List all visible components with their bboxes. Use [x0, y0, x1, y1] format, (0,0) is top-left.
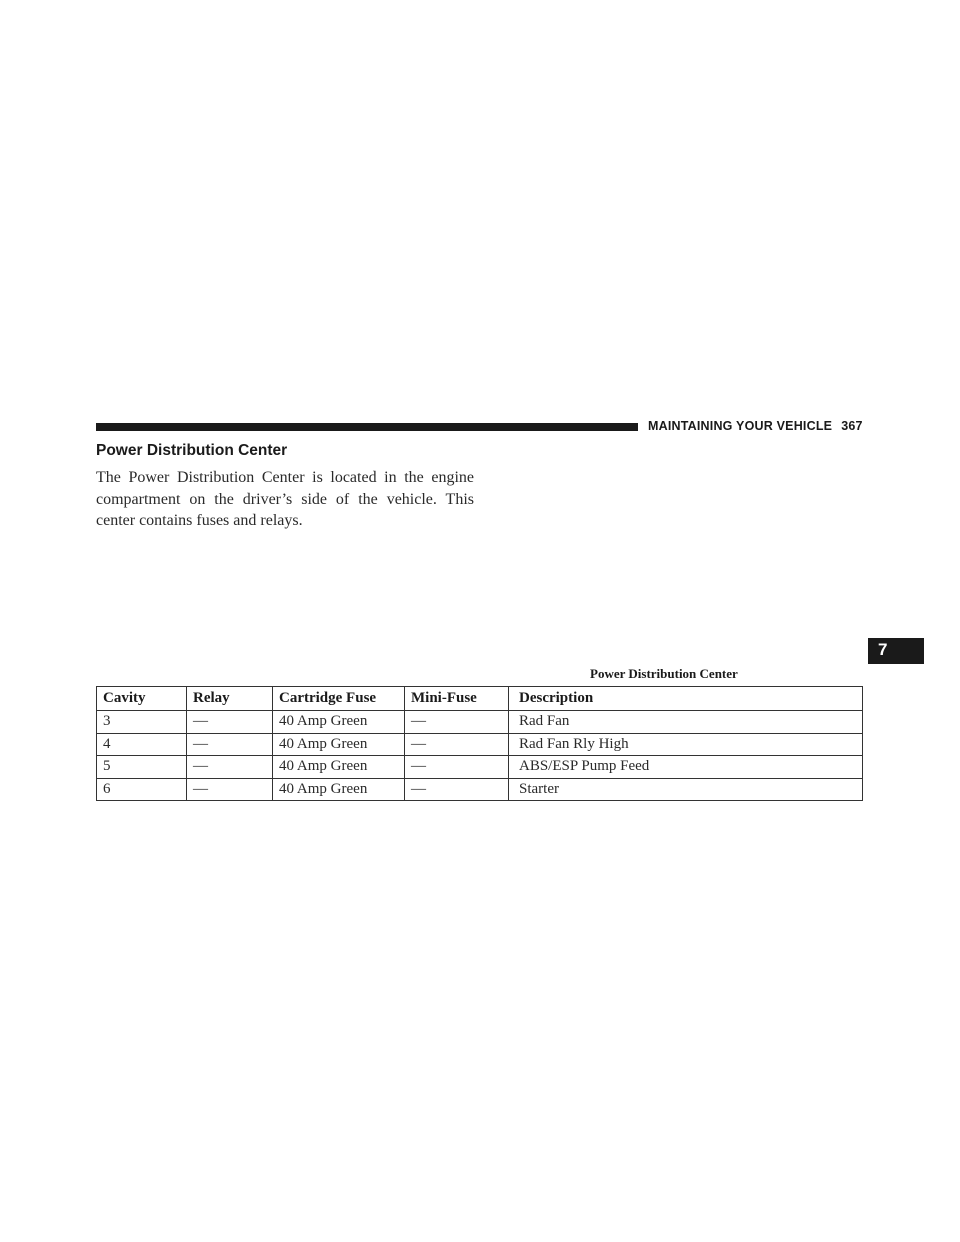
cell-description: Rad Fan Rly High [509, 733, 863, 756]
chapter-number: 7 [878, 640, 888, 659]
table-row [97, 756, 863, 779]
header-rule [96, 423, 638, 431]
cell-mini-fuse: — [405, 756, 509, 779]
table-row [97, 733, 863, 756]
cell-cavity: 4 [97, 733, 187, 756]
cell-description: ABS/ESP Pump Feed [509, 756, 863, 779]
running-header [648, 419, 863, 433]
column-header-cartridge-fuse: Cartridge Fuse [273, 687, 405, 711]
header-section-label: MAINTAINING YOUR VEHICLE [648, 419, 833, 433]
cell-relay: — [187, 756, 273, 779]
chapter-tab [868, 638, 924, 664]
table-header-row [97, 687, 863, 711]
section-title: Power Distribution Center [96, 442, 288, 459]
cell-cavity: 6 [97, 778, 187, 801]
cell-relay: — [187, 711, 273, 734]
cell-cartridge-fuse: 40 Amp Green [273, 756, 405, 779]
column-header-cavity: Cavity [97, 687, 187, 711]
section-paragraph: The Power Distribution Center is located in the engine compartment on the driver’s side of the vehicle. This center contains fuses and relays. [96, 469, 474, 529]
fuse-table [96, 686, 863, 801]
cell-mini-fuse: — [405, 733, 509, 756]
table-row [97, 711, 863, 734]
cell-mini-fuse: — [405, 711, 509, 734]
cell-relay: — [187, 733, 273, 756]
table-row [97, 778, 863, 801]
cell-cartridge-fuse: 40 Amp Green [273, 733, 405, 756]
page-number: 367 [841, 419, 863, 433]
cell-cartridge-fuse: 40 Amp Green [273, 711, 405, 734]
cell-relay: — [187, 778, 273, 801]
cell-mini-fuse: — [405, 778, 509, 801]
column-header-mini-fuse: Mini-Fuse [405, 687, 509, 711]
table-caption: Power Distribution Center [590, 666, 738, 681]
cell-cavity: 5 [97, 756, 187, 779]
cell-cavity: 3 [97, 711, 187, 734]
column-header-relay: Relay [187, 687, 273, 711]
cell-cartridge-fuse: 40 Amp Green [273, 778, 405, 801]
cell-description: Starter [509, 778, 863, 801]
cell-description: Rad Fan [509, 711, 863, 734]
column-header-description: Description [509, 687, 863, 711]
